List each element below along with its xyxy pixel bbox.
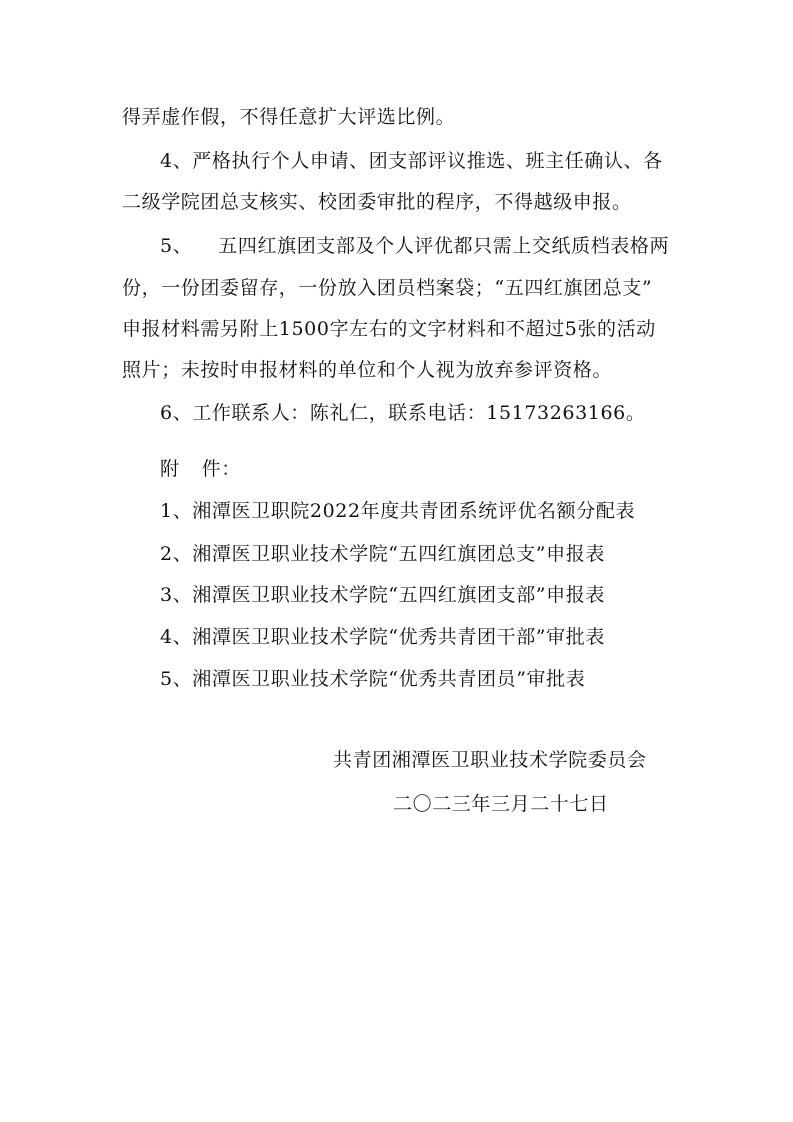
signature-organization: 共青团湘潭医卫职业技术学院委员会 (333, 749, 647, 771)
paragraph-5-number: 5、 (160, 235, 193, 257)
paragraph-5-line-1-text: 五四红旗团支部及个人评优都只需上交纸质档表格两 (218, 235, 670, 257)
paragraph-5-line-1 (160, 233, 669, 259)
attachment-item-1: 1、湘潭医卫职院2022年度共青团系统评优名额分配表 (160, 500, 636, 522)
attachment-item-3: 3、湘潭医卫职业技术学院“五四红旗团支部”申报表 (160, 584, 605, 606)
paragraph-4-line-2: 二级学院团总支核实、校团委审批的程序，不得越级申报。 (122, 191, 632, 213)
paragraph-4-line-1: 4、严格执行个人申请、团支部评议推选、班主任确认、各 (160, 150, 663, 172)
attachment-item-4: 4、湘潭医卫职业技术学院“优秀共青团干部”审批表 (160, 626, 605, 648)
paragraph-5-line-4: 照片；未按时申报材料的单位和个人视为放弃参评资格。 (122, 359, 613, 381)
paragraph-5-line-2: 份，一份团委留存，一份放入团员档案袋；“五四红旗团总支” (122, 277, 653, 299)
attachments-heading-part-1: 附 (160, 458, 180, 480)
attachments-heading-part-2: 件： (201, 458, 241, 480)
paragraph-3-continuation: 得弄虚作假，不得任意扩大评选比例。 (122, 106, 456, 128)
paragraph-6-contact: 6、工作联系人：陈礼仁，联系电话：15173263166。 (160, 402, 646, 424)
attachment-item-5: 5、湘潭医卫职业技术学院“优秀共青团员”审批表 (160, 668, 586, 690)
attachment-item-2: 2、湘潭医卫职业技术学院“五四红旗团总支”申报表 (160, 543, 605, 565)
attachments-heading (160, 456, 241, 482)
paragraph-5-line-3: 申报材料需另附上1500字左右的文字材料和不超过5张的活动 (122, 318, 656, 340)
signature-date: 二〇二三年三月二十七日 (393, 793, 609, 815)
